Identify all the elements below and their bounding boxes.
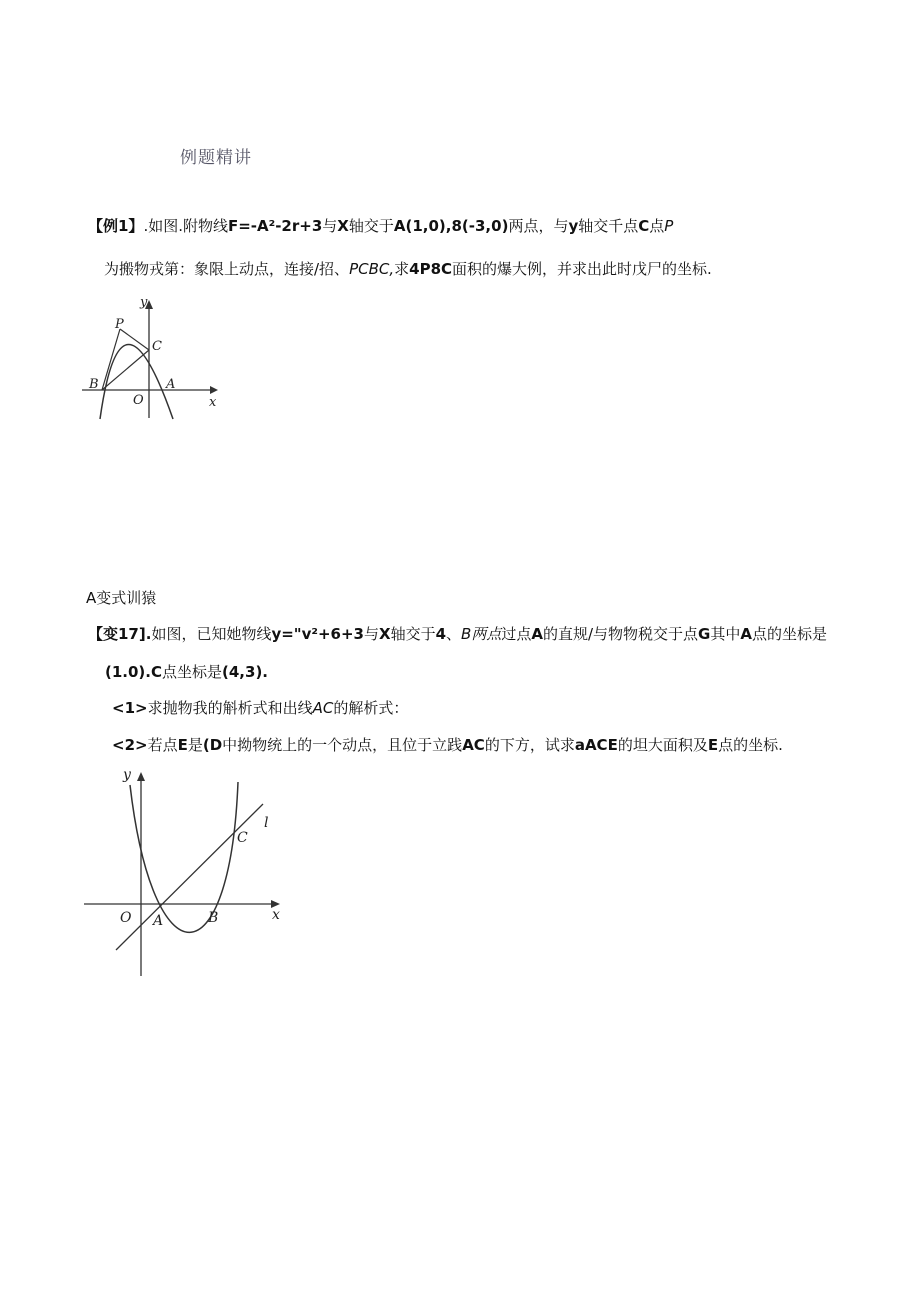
text-segment: 如图，已知她物线 [151, 625, 272, 643]
text-segment: AC [312, 699, 334, 717]
text-segment: 的直规/与物物税交于点 [542, 625, 699, 643]
point-c-label: C [237, 830, 248, 846]
text-segment: E [177, 736, 188, 754]
text-segment: 两点，与 [508, 217, 569, 235]
text-segment: 是 [187, 736, 203, 754]
text-segment: y [568, 217, 579, 235]
variant-figure [78, 762, 293, 982]
text-segment: 、 [446, 625, 462, 643]
text-segment: PCBC, [349, 260, 395, 278]
text-segment: X [337, 217, 349, 235]
text-segment: 的坦大面积及 [617, 736, 708, 754]
text-segment: 4 [435, 625, 447, 643]
text-segment: 点的坐标是 [751, 625, 827, 643]
text-segment: G [698, 625, 711, 643]
x-label: x [209, 395, 217, 410]
text-segment: 点坐标是 [162, 663, 223, 681]
text-segment: C [638, 217, 650, 235]
question-1 [112, 697, 408, 718]
parabola-curve [130, 782, 238, 932]
text-segment: A [531, 625, 543, 643]
parabola-equation: F=-A²-2r+3 [227, 217, 323, 235]
text-segment: AC [462, 736, 485, 754]
variant-line2 [105, 661, 268, 682]
x-label: x [272, 907, 280, 923]
text-segment: 求 [394, 260, 410, 278]
text-segment: 与 [322, 217, 338, 235]
text-segment: 面积的爆大例，并求出此时戊尸的坐标. [452, 260, 712, 278]
text-segment: X [379, 625, 391, 643]
question-number: <2> [112, 736, 148, 754]
y-axis-arrow-icon [137, 772, 145, 781]
points-a-b: A(1,0),8(-3,0) [393, 217, 509, 235]
point-c-label: C [152, 339, 162, 354]
text-segment: 为搬物戎第：象限上动点，连接/招、 [104, 260, 350, 278]
text-segment: 点 [649, 217, 665, 235]
variant-label: 【变17]. [88, 625, 152, 643]
text-segment: B两点 [461, 625, 502, 643]
text-segment: 的解析式： [333, 699, 409, 717]
triangle-label: 4P8C [409, 260, 453, 278]
point-a-label: A [153, 913, 164, 929]
text-segment: 轴交于 [390, 625, 436, 643]
text-segment: 与 [363, 625, 379, 643]
text-segment: (D [202, 736, 223, 754]
y-label: y [140, 295, 148, 310]
variant-heading: A变式训猿 [86, 589, 157, 607]
text-segment: 的下方，试求 [484, 736, 575, 754]
triangle-label: aACE [574, 736, 618, 754]
point-a-label: A [166, 377, 176, 392]
question-number: <1> [112, 699, 148, 717]
text-segment: 求抛物我的斛析式和出线 [147, 699, 313, 717]
point-b-label: B [208, 910, 219, 926]
text-segment: P [664, 217, 674, 235]
variant-line1 [88, 623, 827, 644]
text-segment: 轴交千点 [578, 217, 639, 235]
line-l-label: l [264, 815, 269, 831]
example1-label: 【例1】 [88, 217, 144, 235]
origin-label: O [120, 910, 132, 926]
section-title: 例题精讲 [180, 148, 252, 168]
point-c-coords: (4,3). [222, 663, 268, 681]
text-segment: 轴交于 [348, 217, 394, 235]
segment-pb [102, 329, 120, 390]
segment-bc [102, 350, 149, 390]
text-segment: .如图.附物线 [143, 217, 228, 235]
text-segment: E [707, 736, 719, 754]
text-segment: 其中 [710, 625, 741, 643]
text-segment: 若点 [147, 736, 178, 754]
origin-label: O [133, 393, 144, 408]
point-a-coords: (1.0).C [105, 663, 162, 681]
line-l [116, 804, 263, 950]
text-segment: 中拗物统上的一个动点，且位于立践 [222, 736, 463, 754]
example1-figure [78, 292, 228, 422]
point-b-label: B [89, 377, 99, 392]
example1-line2 [104, 258, 712, 279]
parabola-equation: y="v²+6+3 [271, 625, 364, 643]
text-segment: 点的坐标. [718, 736, 783, 754]
text-segment: A [740, 625, 752, 643]
point-p-label: P [115, 317, 124, 332]
x-axis-arrow-icon [210, 386, 218, 394]
text-segment: 过点 [501, 625, 532, 643]
question-2 [112, 734, 783, 755]
y-label: y [123, 767, 131, 783]
example1-line1 [88, 215, 673, 236]
